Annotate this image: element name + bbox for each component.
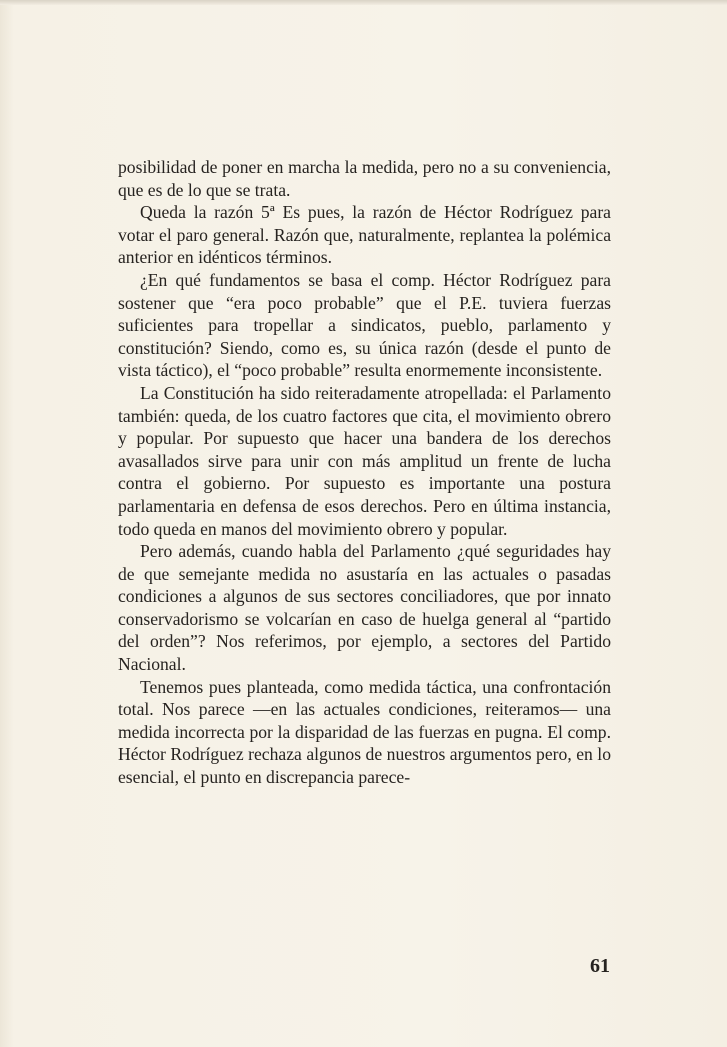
paragraph-constitucion: La Constitución ha sido reiteradamente atropellada: el Parlamento también: queda, de los cuatro factores que cita, el movimiento obrero y popular. Por supuesto que hacer una bandera de los derechos avasallados sirve para unir con más amplitud un frente de lucha contra el gobierno. Por supuesto es importante una postura parlamentaria en defensa de esos derechos. Pero en última instancia, todo queda en manos del movimiento obrero y popular. [118,382,611,539]
paragraph-razon-5: Queda la razón 5ª Es pues, la razón de Héctor Rodríguez para votar el paro general. Razón que, naturalmente, replantea la polémica anterior en idénticos términos. [118,202,611,268]
page-top-edge [0,0,727,5]
paragraph-parlamento: Pero además, cuando habla del Parlamento ¿qué seguridades hay de que semejante medida no asustaría en las actuales o pasadas condiciones a algunos de sus sectores conciliadores, que por innato conservadorismo se volcarían en caso de huelga general al “partido del orden”? Nos referimos, por ejemplo, a sectores del Partido Nacional. [118,541,611,675]
body-text [118,156,611,789]
page-number: 61 [590,955,610,977]
paragraph-confrontacion: Tenemos pues planteada, como medida táctica, una confrontación total. Nos parece —en las actuales condiciones, reiteramos— una medida incorrecta por la disparidad de las fuerzas en pugna. El comp. Héctor Rodríguez rechaza algunos de nuestros argumentos pero, en lo esencial, el punto en discrepancia parece- [118,676,611,788]
paragraph-fundamentos: ¿En qué fundamentos se basa el comp. Héctor Rodríguez para sostener que “era poco probable” que el P.E. tuviera fuerzas suficientes para tropellar a sindicatos, pueblo, parlamento y constitución? Siendo, como es, su única razón (desde el punto de vista táctico), el “poco probable” resulta enormemente inconsistente. [118,269,611,381]
paragraph-continuation: posibilidad de poner en marcha la medida, pero no a su conveniencia, que es de lo que se trata. [118,157,611,200]
